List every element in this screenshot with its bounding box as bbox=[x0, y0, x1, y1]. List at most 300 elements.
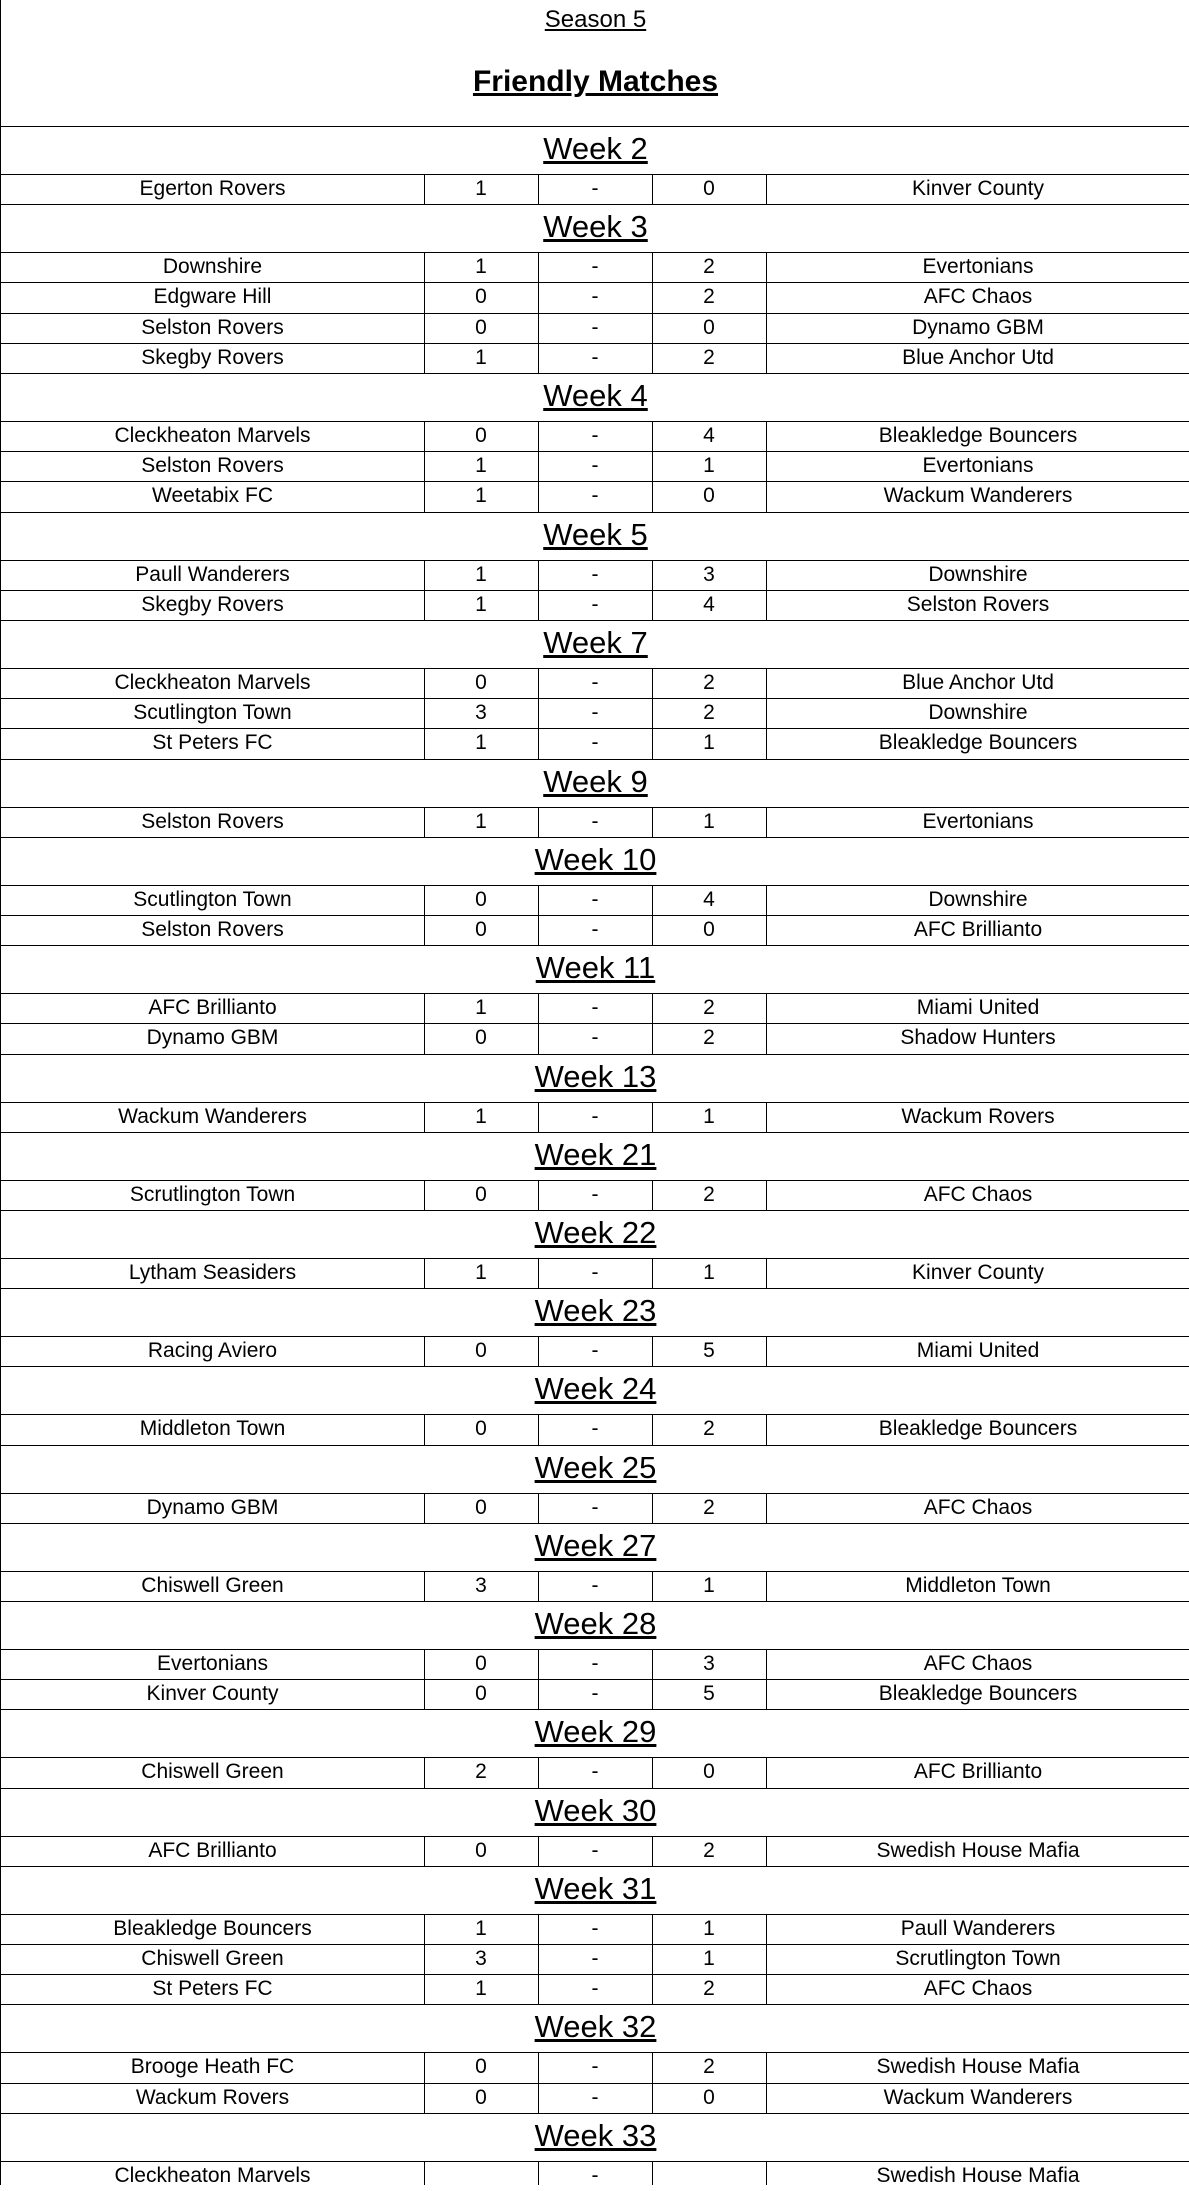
home-score: 2 bbox=[475, 1760, 487, 1784]
column-divider bbox=[766, 421, 767, 512]
away-score: 4 bbox=[703, 424, 715, 447]
away-team: AFC Chaos bbox=[923, 1182, 1033, 1206]
home-team: AFC Brillianto bbox=[148, 1838, 277, 1862]
column-divider bbox=[538, 1493, 539, 1523]
column-divider bbox=[652, 2052, 653, 2112]
column-divider bbox=[766, 1336, 767, 1366]
home-team: Dynamo GBM bbox=[146, 1026, 279, 1050]
score-separator: - bbox=[591, 562, 599, 586]
away-team: Kinver County bbox=[912, 1261, 1044, 1284]
home-score: 1 bbox=[475, 1261, 487, 1284]
score-separator: - bbox=[591, 701, 599, 725]
away-score: 2 bbox=[703, 671, 715, 694]
column-divider bbox=[652, 1336, 653, 1366]
score-separator: - bbox=[591, 731, 599, 755]
row-divider bbox=[1, 126, 1189, 127]
column-divider bbox=[652, 1571, 653, 1601]
score-separator: - bbox=[591, 2055, 599, 2079]
home-score: 0 bbox=[475, 918, 487, 941]
score-separator: - bbox=[591, 484, 599, 508]
score-separator: - bbox=[591, 1760, 599, 1784]
column-divider bbox=[538, 1414, 539, 1444]
column-divider bbox=[652, 421, 653, 512]
column-divider bbox=[538, 1914, 539, 2005]
column-divider bbox=[424, 2052, 425, 2112]
away-score: 4 bbox=[703, 887, 715, 911]
row-divider bbox=[1, 837, 1189, 838]
column-divider bbox=[538, 252, 539, 373]
column-divider bbox=[424, 560, 425, 620]
score-separator: - bbox=[591, 1977, 599, 2001]
home-score: 3 bbox=[475, 1947, 487, 1970]
home-score: 1 bbox=[475, 177, 487, 200]
home-team: Lytham Seasiders bbox=[128, 1261, 297, 1284]
home-score: 1 bbox=[475, 1916, 487, 1940]
away-team: AFC Chaos bbox=[923, 1652, 1033, 1675]
column-divider bbox=[424, 1914, 425, 2005]
home-team: Egerton Rovers bbox=[139, 177, 286, 200]
away-team: AFC Chaos bbox=[923, 285, 1033, 309]
away-score: 0 bbox=[703, 918, 715, 941]
away-team: AFC Chaos bbox=[923, 1977, 1033, 2001]
week-heading: Week 3 bbox=[543, 209, 648, 245]
week-heading: Week 2 bbox=[543, 131, 648, 166]
week-heading: Week 27 bbox=[534, 1527, 657, 1563]
week-heading: Week 7 bbox=[543, 625, 648, 660]
column-divider bbox=[652, 1493, 653, 1523]
column-divider bbox=[424, 421, 425, 512]
column-divider bbox=[424, 1180, 425, 1210]
score-separator: - bbox=[591, 996, 599, 1020]
column-divider bbox=[766, 807, 767, 837]
column-divider bbox=[766, 1757, 767, 1787]
away-score: 2 bbox=[703, 2055, 715, 2079]
home-team: Chiswell Green bbox=[141, 1760, 284, 1784]
home-team: AFC Brillianto bbox=[148, 996, 277, 1020]
score-separator: - bbox=[591, 454, 599, 478]
away-team: Miami United bbox=[916, 1339, 1040, 1363]
home-team: Scutlington Town bbox=[133, 701, 292, 725]
column-divider bbox=[424, 2161, 425, 2185]
away-score: 1 bbox=[703, 731, 715, 755]
score-separator: - bbox=[591, 1947, 599, 1970]
row-divider bbox=[1, 1210, 1189, 1211]
away-team: Swedish House Mafia bbox=[876, 2055, 1080, 2079]
column-divider bbox=[538, 993, 539, 1053]
score-separator: - bbox=[591, 2085, 599, 2109]
away-team: Downshire bbox=[928, 887, 1028, 911]
away-team: Scrutlington Town bbox=[895, 1947, 1061, 1970]
row-divider bbox=[1, 1288, 1189, 1289]
column-divider bbox=[766, 993, 767, 1053]
score-separator: - bbox=[591, 1573, 599, 1597]
home-score: 1 bbox=[475, 809, 487, 833]
row-divider bbox=[1, 2113, 1189, 2114]
column-divider bbox=[538, 2052, 539, 2112]
row-divider bbox=[1, 512, 1189, 513]
column-divider bbox=[652, 1649, 653, 1709]
column-divider bbox=[766, 2052, 767, 2112]
home-team: Paull Wanderers bbox=[135, 562, 290, 586]
column-divider bbox=[652, 2161, 653, 2185]
column-divider bbox=[424, 993, 425, 1053]
home-score: 0 bbox=[475, 2085, 487, 2109]
column-divider bbox=[538, 807, 539, 837]
column-divider bbox=[652, 668, 653, 759]
away-score: 2 bbox=[703, 996, 715, 1020]
column-divider bbox=[766, 252, 767, 373]
row-divider bbox=[1, 2004, 1189, 2005]
column-divider bbox=[652, 252, 653, 373]
score-separator: - bbox=[591, 1261, 599, 1284]
column-divider bbox=[652, 560, 653, 620]
away-team: AFC Brillianto bbox=[913, 1760, 1043, 1784]
column-divider bbox=[652, 1180, 653, 1210]
away-score: 2 bbox=[703, 1495, 715, 1519]
home-team: Selston Rovers bbox=[141, 809, 284, 833]
away-score: 1 bbox=[703, 1261, 715, 1284]
away-team: AFC Chaos bbox=[923, 1495, 1033, 1519]
home-team: Skegby Rovers bbox=[141, 592, 284, 616]
away-team: Swedish House Mafia bbox=[876, 1838, 1080, 1862]
row-divider bbox=[1, 204, 1189, 205]
home-score: 1 bbox=[475, 562, 487, 586]
away-team: Swedish House Mafia bbox=[876, 2163, 1080, 2187]
row-divider bbox=[1, 1132, 1189, 1133]
column-divider bbox=[538, 668, 539, 759]
score-separator: - bbox=[591, 671, 599, 694]
away-score: 1 bbox=[703, 454, 715, 478]
week-heading: Week 22 bbox=[534, 1215, 657, 1250]
away-team: Bleakledge Bouncers bbox=[878, 1417, 1078, 1441]
home-score: 1 bbox=[475, 484, 487, 508]
week-heading: Week 4 bbox=[543, 378, 648, 413]
score-separator: - bbox=[591, 1339, 599, 1363]
away-team: Blue Anchor Utd bbox=[902, 345, 1054, 369]
score-separator: - bbox=[591, 285, 599, 309]
column-divider bbox=[652, 1414, 653, 1444]
column-divider bbox=[766, 1258, 767, 1288]
away-team: Wackum Rovers bbox=[901, 1104, 1055, 1128]
home-score: 1 bbox=[475, 592, 487, 616]
home-team: Selston Rovers bbox=[141, 918, 284, 941]
column-divider bbox=[538, 1836, 539, 1866]
away-score: 2 bbox=[703, 345, 715, 369]
away-score: 1 bbox=[703, 1573, 715, 1597]
column-divider bbox=[652, 1757, 653, 1787]
score-separator: - bbox=[591, 809, 599, 833]
away-score: 2 bbox=[703, 1026, 715, 1050]
season-label: Season 5 bbox=[544, 6, 647, 33]
score-separator: - bbox=[591, 255, 599, 279]
away-score: 5 bbox=[703, 1682, 715, 1706]
home-team: Cleckheaton Marvels bbox=[114, 424, 311, 447]
column-divider bbox=[766, 1571, 767, 1601]
row-divider bbox=[1, 1709, 1189, 1710]
away-score: 2 bbox=[703, 285, 715, 309]
score-separator: - bbox=[591, 1495, 599, 1519]
away-score: 1 bbox=[703, 809, 715, 833]
column-divider bbox=[424, 807, 425, 837]
home-score: 0 bbox=[475, 1026, 487, 1050]
away-score: 3 bbox=[703, 1652, 715, 1675]
home-team: Chiswell Green bbox=[141, 1947, 284, 1970]
column-divider bbox=[652, 174, 653, 204]
week-heading: Week 5 bbox=[543, 516, 648, 552]
home-team: Downshire bbox=[162, 255, 263, 279]
home-score: 0 bbox=[475, 424, 487, 447]
away-team: Miami United bbox=[916, 996, 1040, 1020]
row-divider bbox=[1, 1366, 1189, 1367]
away-score: 2 bbox=[703, 1977, 715, 2001]
home-score: 1 bbox=[475, 996, 487, 1020]
column-divider bbox=[652, 1836, 653, 1866]
home-score: 3 bbox=[475, 701, 487, 725]
home-score: 1 bbox=[475, 345, 487, 369]
column-divider bbox=[424, 1258, 425, 1288]
column-divider bbox=[538, 1757, 539, 1787]
away-team: Paull Wanderers bbox=[900, 1916, 1056, 1940]
column-divider bbox=[424, 1836, 425, 1866]
column-divider bbox=[766, 560, 767, 620]
row-divider bbox=[1, 1523, 1189, 1524]
home-team: Middleton Town bbox=[139, 1417, 286, 1441]
away-score: 2 bbox=[703, 1838, 715, 1862]
column-divider bbox=[538, 1180, 539, 1210]
home-score: 3 bbox=[475, 1573, 487, 1597]
away-team: Blue Anchor Utd bbox=[902, 671, 1054, 694]
away-score: 0 bbox=[703, 2085, 715, 2109]
column-divider bbox=[538, 1258, 539, 1288]
home-team: Racing Aviero bbox=[147, 1339, 278, 1363]
home-team: Wackum Rovers bbox=[135, 2085, 290, 2109]
week-heading: Week 28 bbox=[534, 1606, 657, 1641]
score-separator: - bbox=[591, 592, 599, 616]
row-divider bbox=[1, 1788, 1189, 1789]
score-separator: - bbox=[591, 177, 599, 200]
column-divider bbox=[766, 1493, 767, 1523]
home-score: 0 bbox=[475, 887, 487, 911]
column-divider bbox=[424, 1757, 425, 1787]
away-team: Evertonians bbox=[922, 454, 1034, 478]
week-heading: Week 21 bbox=[534, 1136, 657, 1172]
away-score: 2 bbox=[703, 255, 715, 279]
away-score: 3 bbox=[703, 562, 715, 586]
score-separator: - bbox=[591, 315, 599, 339]
away-score: 0 bbox=[703, 315, 715, 339]
score-separator: - bbox=[591, 1916, 599, 1940]
home-score: 0 bbox=[475, 1838, 487, 1862]
score-separator: - bbox=[591, 1838, 599, 1862]
home-score: 0 bbox=[475, 1682, 487, 1706]
score-separator: - bbox=[591, 345, 599, 369]
home-score: 0 bbox=[475, 285, 487, 309]
home-team: Brooge Heath FC bbox=[130, 2055, 295, 2079]
week-heading: Week 11 bbox=[535, 950, 656, 986]
home-team: Chiswell Green bbox=[141, 1573, 284, 1597]
column-divider bbox=[652, 1258, 653, 1288]
home-score: 0 bbox=[475, 671, 487, 694]
column-divider bbox=[766, 1649, 767, 1709]
score-separator: - bbox=[591, 1104, 599, 1128]
home-score: 0 bbox=[475, 315, 487, 339]
away-team: AFC Brillianto bbox=[913, 918, 1043, 941]
column-divider bbox=[538, 1102, 539, 1132]
column-divider bbox=[766, 174, 767, 204]
row-divider bbox=[1, 945, 1189, 946]
column-divider bbox=[424, 1493, 425, 1523]
away-team: Downshire bbox=[928, 701, 1028, 725]
home-score: 0 bbox=[475, 1495, 487, 1519]
column-divider bbox=[766, 1180, 767, 1210]
home-team: St Peters FC bbox=[152, 731, 273, 755]
row-divider bbox=[1, 1445, 1189, 1446]
column-divider bbox=[424, 1336, 425, 1366]
away-score: 5 bbox=[703, 1339, 715, 1363]
home-team: Selston Rovers bbox=[141, 454, 284, 478]
home-score: 1 bbox=[475, 454, 487, 478]
column-divider bbox=[424, 174, 425, 204]
week-heading: Week 23 bbox=[534, 1293, 657, 1329]
column-divider bbox=[538, 1649, 539, 1709]
score-separator: - bbox=[591, 1182, 599, 1206]
week-heading: Week 25 bbox=[534, 1449, 657, 1485]
home-team: Dynamo GBM bbox=[146, 1495, 279, 1519]
column-divider bbox=[424, 1571, 425, 1601]
away-team: Wackum Wanderers bbox=[883, 2085, 1073, 2109]
page-title: Friendly Matches bbox=[472, 65, 719, 98]
home-team: Cleckheaton Marvels bbox=[114, 671, 311, 694]
column-divider bbox=[766, 2161, 767, 2185]
column-divider bbox=[424, 252, 425, 373]
row-divider bbox=[1, 620, 1189, 621]
home-team: Scutlington Town bbox=[133, 887, 292, 911]
column-divider bbox=[538, 174, 539, 204]
home-team: Evertonians bbox=[157, 1652, 268, 1675]
week-heading: Week 29 bbox=[534, 1714, 657, 1750]
away-team: Downshire bbox=[928, 562, 1028, 586]
row-divider bbox=[1, 1866, 1189, 1867]
home-team: Weetabix FC bbox=[152, 484, 273, 508]
week-heading: Week 31 bbox=[534, 1870, 657, 1906]
away-team: Evertonians bbox=[922, 255, 1034, 279]
row-divider bbox=[1, 373, 1189, 374]
home-score: 0 bbox=[475, 2055, 487, 2079]
home-team: Wackum Wanderers bbox=[118, 1104, 307, 1128]
column-divider bbox=[766, 1836, 767, 1866]
away-team: Kinver County bbox=[912, 177, 1044, 200]
column-divider bbox=[424, 885, 425, 945]
home-score: 1 bbox=[475, 255, 487, 279]
away-score: 0 bbox=[703, 484, 715, 508]
home-score: 1 bbox=[475, 1977, 487, 2001]
away-score: 1 bbox=[703, 1947, 715, 1970]
away-team: Bleakledge Bouncers bbox=[878, 731, 1078, 755]
column-divider bbox=[538, 885, 539, 945]
week-heading: Week 32 bbox=[534, 2009, 657, 2045]
home-score: 0 bbox=[475, 1339, 487, 1363]
home-score: 0 bbox=[475, 1652, 487, 1675]
column-divider bbox=[766, 1414, 767, 1444]
home-team: Selston Rovers bbox=[141, 315, 284, 339]
week-heading: Week 30 bbox=[534, 1792, 657, 1828]
column-divider bbox=[538, 421, 539, 512]
column-divider bbox=[538, 2161, 539, 2185]
column-divider bbox=[652, 1102, 653, 1132]
column-divider bbox=[424, 1102, 425, 1132]
away-team: Shadow Hunters bbox=[900, 1026, 1056, 1050]
away-score: 2 bbox=[703, 701, 715, 725]
away-team: Wackum Wanderers bbox=[883, 484, 1073, 508]
home-team: Cleckheaton Marvels bbox=[114, 2163, 311, 2187]
away-score: 1 bbox=[703, 1104, 715, 1128]
home-team: St Peters FC bbox=[152, 1977, 273, 2001]
away-score: 4 bbox=[703, 592, 715, 616]
week-heading: Week 33 bbox=[534, 2117, 657, 2153]
score-separator: - bbox=[591, 1652, 599, 1675]
column-divider bbox=[538, 1571, 539, 1601]
away-score: 0 bbox=[703, 1760, 715, 1784]
column-divider bbox=[424, 1414, 425, 1444]
home-score: 1 bbox=[475, 731, 487, 755]
home-score bbox=[424, 2161, 538, 2191]
score-separator: - bbox=[591, 2163, 599, 2187]
away-score: 2 bbox=[703, 1417, 715, 1441]
score-separator: - bbox=[591, 918, 599, 941]
row-divider bbox=[1, 1601, 1189, 1602]
column-divider bbox=[766, 1914, 767, 2005]
week-heading: Week 24 bbox=[534, 1371, 657, 1407]
away-team: Selston Rovers bbox=[906, 592, 1050, 616]
column-divider bbox=[766, 885, 767, 945]
away-team: Middleton Town bbox=[905, 1573, 1051, 1597]
home-team: Skegby Rovers bbox=[141, 345, 284, 369]
home-score: 0 bbox=[475, 1417, 487, 1441]
column-divider bbox=[652, 993, 653, 1053]
away-score: 0 bbox=[703, 177, 715, 200]
column-divider bbox=[652, 807, 653, 837]
away-score: 2 bbox=[703, 1182, 715, 1206]
column-divider bbox=[766, 1102, 767, 1132]
column-divider bbox=[538, 560, 539, 620]
score-separator: - bbox=[591, 887, 599, 911]
week-heading: Week 13 bbox=[534, 1058, 657, 1094]
week-heading: Week 10 bbox=[534, 841, 657, 877]
score-separator: - bbox=[591, 1682, 599, 1706]
row-divider bbox=[1, 759, 1189, 760]
home-team: Kinver County bbox=[146, 1682, 279, 1706]
column-divider bbox=[424, 1649, 425, 1709]
score-separator: - bbox=[591, 1417, 599, 1441]
home-score: 0 bbox=[475, 1182, 487, 1206]
score-separator: - bbox=[591, 424, 599, 447]
home-score: 1 bbox=[475, 1104, 487, 1128]
row-divider bbox=[1, 1054, 1189, 1055]
week-heading: Week 9 bbox=[543, 763, 648, 799]
home-team: Bleakledge Bouncers bbox=[113, 1916, 312, 1940]
away-score bbox=[652, 2161, 766, 2191]
away-team: Dynamo GBM bbox=[912, 315, 1044, 339]
home-team: Scrutlington Town bbox=[129, 1182, 296, 1206]
column-divider bbox=[424, 668, 425, 759]
column-divider bbox=[766, 668, 767, 759]
away-score: 1 bbox=[703, 1916, 715, 1940]
column-divider bbox=[538, 1336, 539, 1366]
score-separator: - bbox=[591, 1026, 599, 1050]
away-team: Bleakledge Bouncers bbox=[878, 1682, 1078, 1706]
column-divider bbox=[652, 885, 653, 945]
away-team: Bleakledge Bouncers bbox=[878, 424, 1078, 447]
